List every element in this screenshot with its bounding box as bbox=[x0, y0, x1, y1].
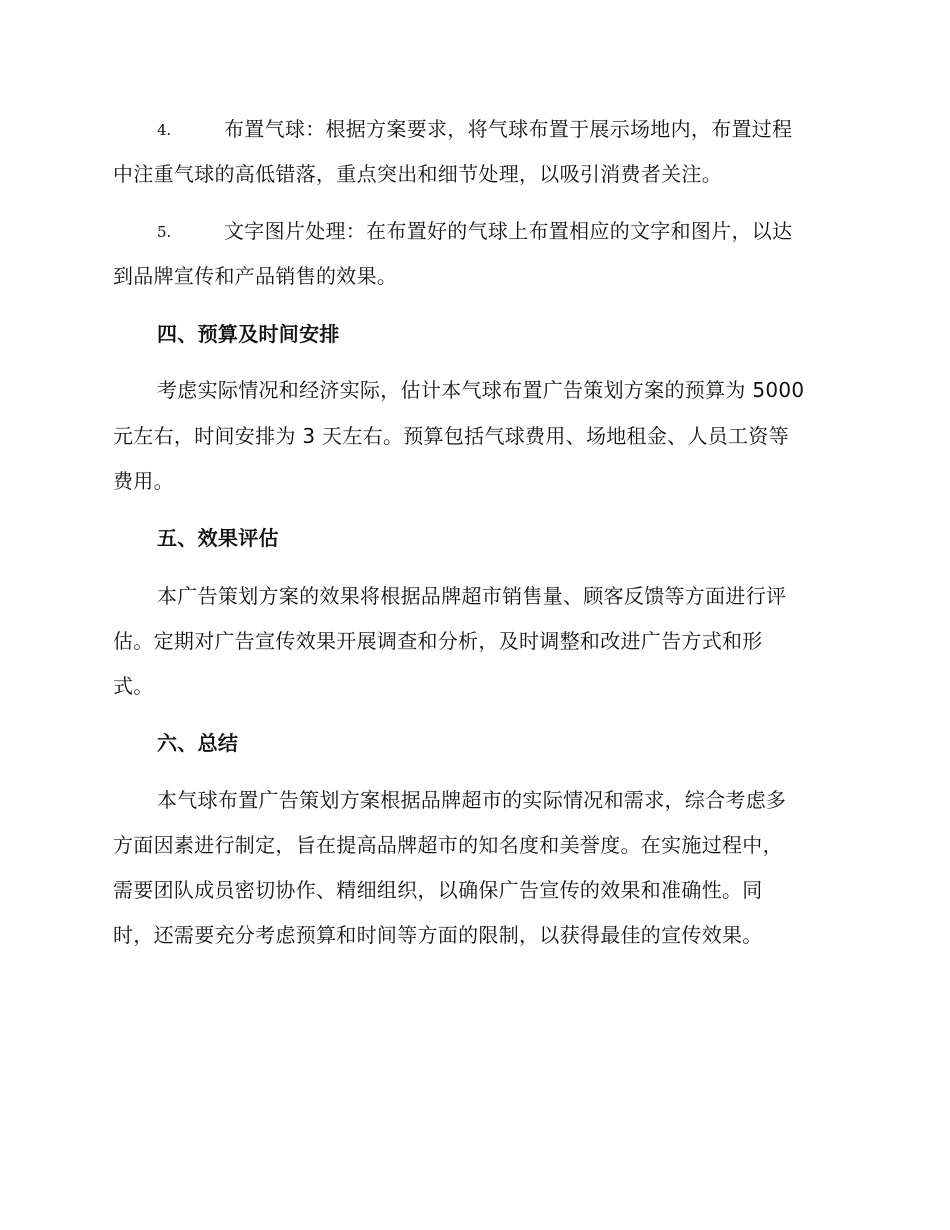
section-heading: 四、预算及时间安排 bbox=[157, 322, 340, 346]
paragraph-line: 时，还需要充分考虑预算和时间等方面的限制，以获得最佳的宣传效果。 bbox=[113, 923, 763, 947]
paragraph-line: 需要团队成员密切协作、精细组织，以确保广告宣传的效果和准确性。同 bbox=[113, 878, 763, 902]
list-item-text: 文字图片处理：在布置好的气球上布置相应的文字和图片，以达 bbox=[224, 219, 793, 243]
paragraph-line: 考虑实际情况和经济实际，估计本气球布置广告策划方案的预算为 5000 bbox=[157, 378, 805, 402]
list-number: 4. bbox=[157, 121, 172, 139]
paragraph-line: 方面因素进行制定，旨在提高品牌超市的知名度和美誉度。在实施过程中， bbox=[113, 833, 783, 857]
paragraph-line: 式。 bbox=[113, 674, 154, 698]
paragraph-line: 本气球布置广告策划方案根据品牌超市的实际情况和需求，综合考虑多 bbox=[157, 788, 787, 812]
list-item-continuation: 到品牌宣传和产品销售的效果。 bbox=[113, 264, 398, 288]
paragraph-line: 本广告策划方案的效果将根据品牌超市销售量、顾客反馈等方面进行评 bbox=[157, 584, 787, 608]
paragraph-line: 估。定期对广告宣传效果开展调查和分析，及时调整和改进广告方式和形 bbox=[113, 629, 763, 653]
section-heading: 五、效果评估 bbox=[157, 526, 279, 550]
list-number: 5. bbox=[157, 223, 172, 241]
paragraph-line: 元左右，时间安排为 3 天左右。预算包括气球费用、场地租金、人员工资等 bbox=[113, 424, 789, 448]
list-item-text: 布置气球：根据方案要求，将气球布置于展示场地内，布置过程 bbox=[224, 117, 793, 141]
paragraph-line: 费用。 bbox=[113, 469, 174, 493]
list-item-continuation: 中注重气球的高低错落，重点突出和细节处理，以吸引消费者关注。 bbox=[113, 162, 722, 186]
section-heading: 六、总结 bbox=[157, 731, 239, 755]
